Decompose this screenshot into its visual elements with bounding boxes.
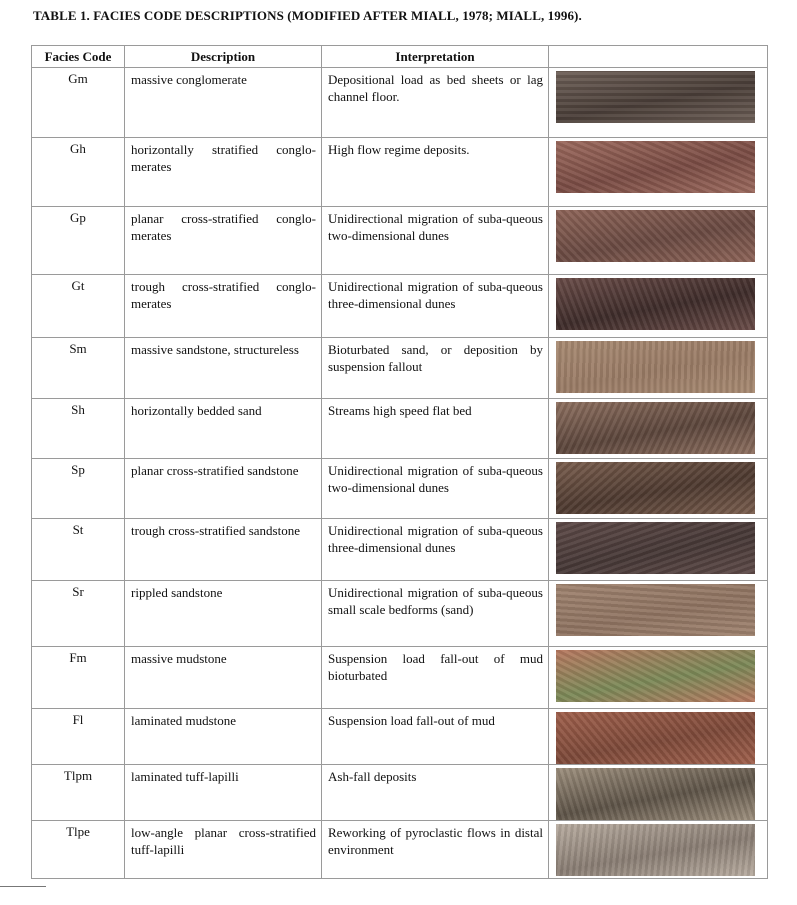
photo-texture	[556, 522, 755, 574]
bedded-sand-photo	[556, 402, 755, 454]
header-row	[32, 46, 768, 68]
table-row	[32, 581, 768, 647]
interpretation-cell: High flow regime deposits.	[322, 138, 549, 207]
interpretation-cell: Unidirectional migration of suba-queous three-dimensional dunes	[322, 519, 549, 581]
photo-texture	[556, 71, 755, 123]
facies-code-cell: Sm	[32, 338, 125, 399]
photo-texture	[556, 824, 755, 876]
description-cell: low-angle planar cross-stratified tuff-lapilli	[125, 821, 322, 879]
description-cell: planar cross-stratified conglo-merates	[125, 207, 322, 275]
description-cell: laminated tuff-lapilli	[125, 765, 322, 821]
interpretation-cell: Suspension load fall-out of mud	[322, 709, 549, 765]
cross-stratified-conglomerate-photo-with-pen	[556, 210, 755, 262]
photo-cell	[549, 765, 768, 821]
facies-code-cell: Sr	[32, 581, 125, 647]
footer-rule	[0, 886, 46, 887]
photo-texture	[556, 712, 755, 764]
photo-cell	[549, 709, 768, 765]
stratified-conglomerate-photo-with-pen	[556, 141, 755, 193]
photo-texture	[556, 584, 755, 636]
table-row	[32, 765, 768, 821]
photo-texture	[556, 768, 755, 820]
description-cell: horizontally bedded sand	[125, 399, 322, 459]
description-cell: horizontally stratified conglo-merates	[125, 138, 322, 207]
laminated-mudstone-photo	[556, 712, 755, 764]
tuff-lapilli-photo-with-scale	[556, 768, 755, 820]
photo-cell	[549, 459, 768, 519]
interpretation-cell: Streams high speed flat bed	[322, 399, 549, 459]
table-row	[32, 138, 768, 207]
facies-code-cell: St	[32, 519, 125, 581]
description-cell: massive conglomerate	[125, 68, 322, 138]
photo-cell	[549, 519, 768, 581]
facies-code-cell: Sh	[32, 399, 125, 459]
trough-conglomerate-photo	[556, 278, 755, 330]
interpretation-cell: Unidirectional migration of suba-queous two-dimensional dunes	[322, 459, 549, 519]
interpretation-cell: Unidirectional migration of suba-queous two-dimensional dunes	[322, 207, 549, 275]
pyroclastic-photo-with-red-object	[556, 824, 755, 876]
photo-texture	[556, 341, 755, 393]
table-row	[32, 709, 768, 765]
description-cell: trough cross-stratified conglo-merates	[125, 275, 322, 338]
photo-texture	[556, 141, 755, 193]
interpretation-cell: Bioturbated sand, or deposition by suspension fallout	[322, 338, 549, 399]
description-cell: planar cross-stratified sandstone	[125, 459, 322, 519]
rippled-sandstone-photo	[556, 584, 755, 636]
facies-code-cell: Gm	[32, 68, 125, 138]
description-cell: laminated mudstone	[125, 709, 322, 765]
planar-sandstone-photo	[556, 462, 755, 514]
header-image	[549, 46, 768, 68]
description-cell: massive sandstone, structureless	[125, 338, 322, 399]
description-cell: massive mudstone	[125, 647, 322, 709]
table-row	[32, 647, 768, 709]
interpretation-cell: Suspension load fall-out of mud bioturbated	[322, 647, 549, 709]
header-interpretation: Interpretation	[322, 46, 549, 68]
table-row	[32, 275, 768, 338]
photo-cell	[549, 338, 768, 399]
photo-texture	[556, 462, 755, 514]
conglomerate-photo-with-yellow-scale-marker	[556, 71, 755, 123]
description-cell: trough cross-stratified sandstone	[125, 519, 322, 581]
trough-sandstone-photo-with-scale	[556, 522, 755, 574]
photo-texture	[556, 278, 755, 330]
table-title: TABLE 1. FACIES CODE DESCRIPTIONS (MODIFIED AFTER MIALL, 1978; MIALL, 1996).	[33, 8, 582, 23]
interpretation-cell: Reworking of pyroclastic flows in distal environment	[322, 821, 549, 879]
photo-texture	[556, 402, 755, 454]
photo-cell	[549, 68, 768, 138]
photo-cell	[549, 647, 768, 709]
photo-cell	[549, 821, 768, 879]
table-row	[32, 821, 768, 879]
photo-cell	[549, 581, 768, 647]
interpretation-cell: Depositional load as bed sheets or lag channel floor.	[322, 68, 549, 138]
table-row	[32, 68, 768, 138]
table-row	[32, 459, 768, 519]
photo-texture	[556, 210, 755, 262]
interpretation-cell: Unidirectional migration of suba-queous small scale bedforms (sand)	[322, 581, 549, 647]
facies-code-cell: Tlpm	[32, 765, 125, 821]
facies-table	[31, 45, 768, 879]
photo-cell	[549, 207, 768, 275]
header-description: Description	[125, 46, 322, 68]
table-row	[32, 338, 768, 399]
facies-code-cell: Sp	[32, 459, 125, 519]
table-row	[32, 519, 768, 581]
header-facies-code: Facies Code	[32, 46, 125, 68]
facies-code-cell: Fm	[32, 647, 125, 709]
photo-cell	[549, 399, 768, 459]
photo-cell	[549, 275, 768, 338]
facies-code-cell: Gt	[32, 275, 125, 338]
massive-sandstone-photo	[556, 341, 755, 393]
facies-code-cell: Tlpe	[32, 821, 125, 879]
interpretation-cell: Ash-fall deposits	[322, 765, 549, 821]
facies-code-cell: Gp	[32, 207, 125, 275]
facies-code-cell: Gh	[32, 138, 125, 207]
interpretation-cell: Unidirectional migration of suba-queous three-dimensional dunes	[322, 275, 549, 338]
photo-cell	[549, 138, 768, 207]
mudstone-landscape-photo	[556, 650, 755, 702]
table-row	[32, 207, 768, 275]
description-cell: rippled sandstone	[125, 581, 322, 647]
photo-texture	[556, 650, 755, 702]
table-row	[32, 399, 768, 459]
facies-code-cell: Fl	[32, 709, 125, 765]
